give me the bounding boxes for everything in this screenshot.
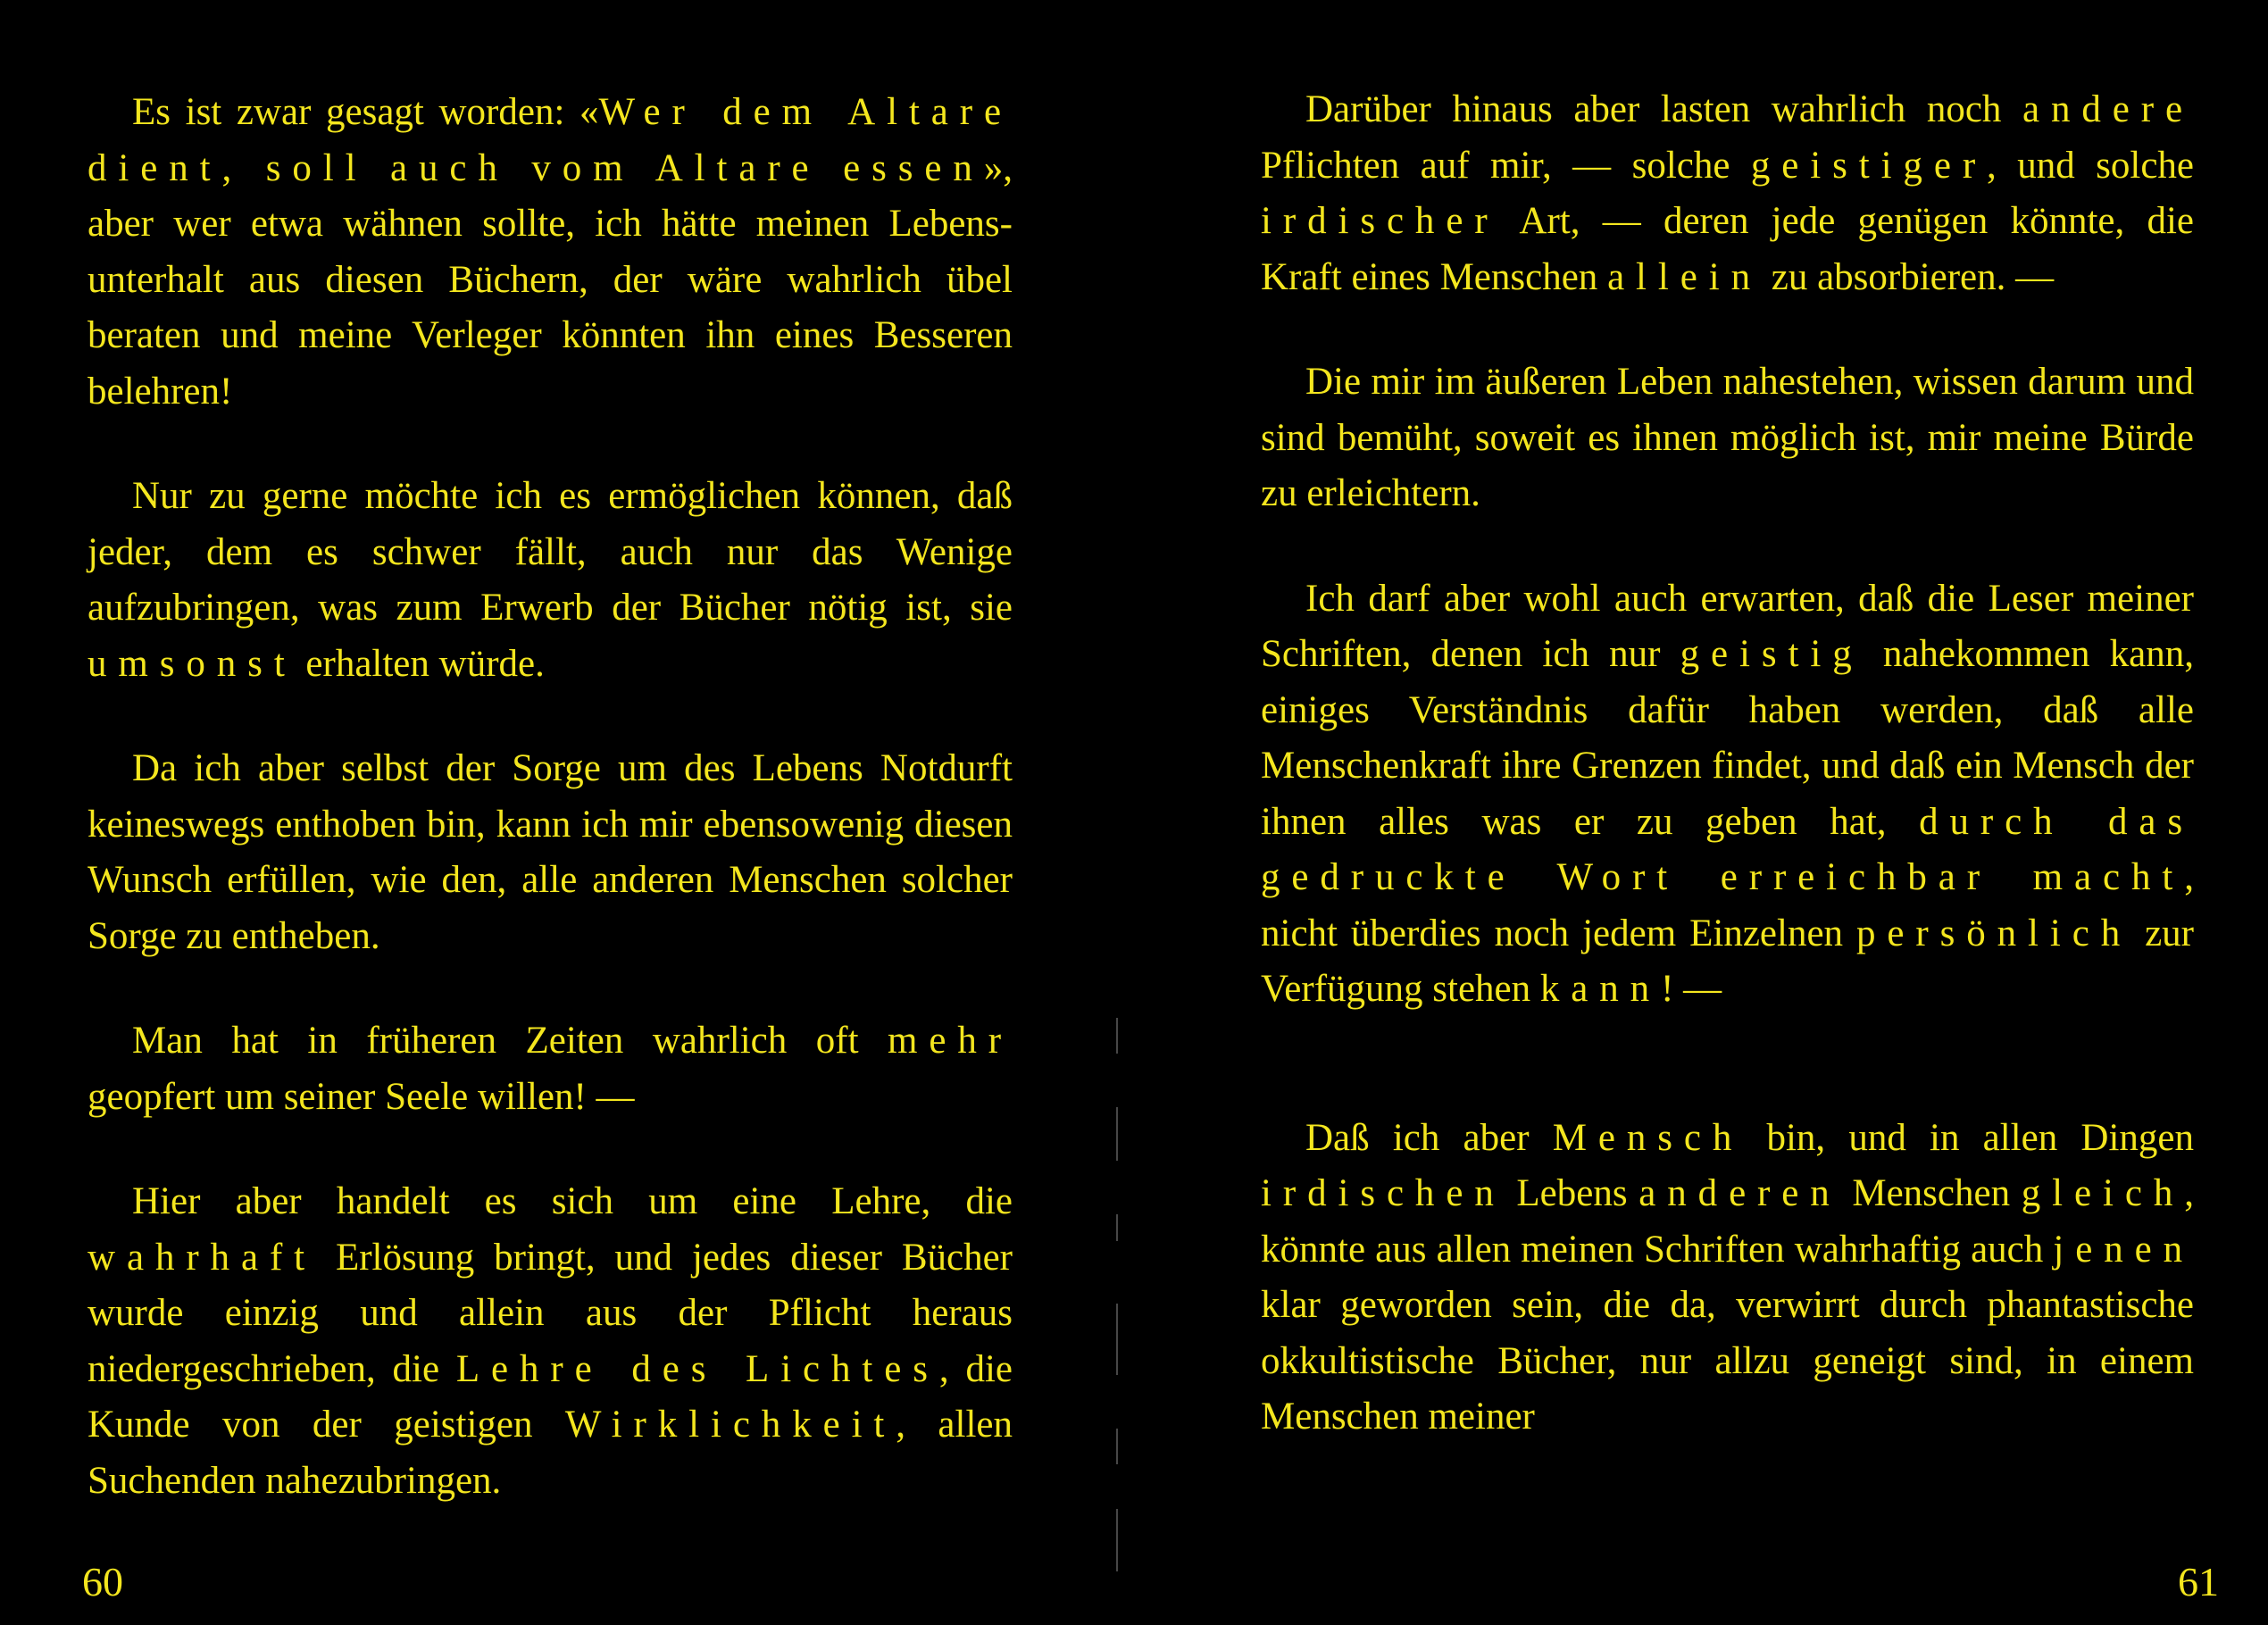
text-run: Nur zu gerne möchte ich es ermöglichen können, daß jeder, dem es schwer fällt, auch nur das Wenige aufzubringen, was zum Erwerb der Bücher nötig ist, sie [88, 475, 1013, 629]
paragraph [88, 469, 1013, 692]
text-run: zur Verfügung stehen [1261, 912, 2195, 1010]
paragraph [88, 1013, 1013, 1125]
text-run: Pflichten auf mir, — solche [1261, 144, 1751, 187]
text-run: », aber wer etwa wähnen sollte, ich hätte meinen Lebensunterhalt aus diesen Büchern, der wäre wahrlich übel beraten und meine Verleger könnten ihn eines Besseren belehren! [88, 146, 1013, 412]
emphasized-text: Wirklichkeit [564, 1404, 896, 1446]
right-page-body [1261, 82, 2194, 1446]
page-number: 61 [2178, 1559, 2219, 1604]
left-page [0, 0, 1116, 1625]
text-run: Erlösung bringt, und jedes dieser Bücher wurde einzig und allein aus der Pflicht heraus niedergeschrieben, die [88, 1236, 1013, 1390]
text-run: Daß ich aber [1305, 1116, 1553, 1159]
text-run: , nicht überdies noch jedem Einzelnen [1261, 856, 2194, 954]
text-run: Da ich aber selbst der Sorge um des Lebens Notdurft keineswegs enthoben bin, kann ich mir ebensowenig diesen Wunsch erfüllen, wie den, alle anderen Menschen solcher Sorge zu entheben. [88, 747, 1013, 957]
text-run: , und solche [1987, 144, 2194, 187]
paragraph [1261, 82, 2194, 305]
text-run: bin, und in allen Dingen [1743, 1116, 2194, 1159]
page-number: 60 [82, 1559, 123, 1604]
emphasized-text: gleich [2021, 1172, 2185, 1214]
text-run: , allen Suchenden nahezubringen. [88, 1404, 1013, 1502]
emphasized-text: umsonst [88, 642, 296, 685]
emphasized-text: durch das gedruckte Wort erreichbar macht [1261, 800, 2194, 898]
paragraph [1261, 571, 2194, 1018]
emphasized-text: anderen [1638, 1172, 1841, 1214]
text-run: klar geworden sein, die da, verwirrt durch phantastische okkultistische Bücher, nur allzu geneigt sind, in einem Menschen meiner [1261, 1284, 2194, 1438]
emphasized-text: jenen [2053, 1228, 2194, 1271]
emphasized-text: wahrhaft [88, 1236, 317, 1279]
text-run: ! — [1661, 968, 1722, 1010]
text-run: zu absorbieren. — [1761, 255, 2055, 298]
emphasized-text: geistiger [1750, 144, 1988, 187]
text-run: Art, — deren jede genügen könnte, die Kraft eines Menschen [1261, 200, 2194, 298]
emphasized-text: irdischer [1261, 200, 1499, 242]
emphasized-text: mehr [888, 1020, 1013, 1062]
text-run: , könnte aus allen meinen Schriften wahrhaftig auch [1261, 1172, 2194, 1271]
paragraph [88, 85, 1013, 420]
emphasized-text: irdischen [1261, 1172, 1505, 1214]
emphasized-text: geistig [1680, 633, 1864, 675]
text-run: Lebens [1505, 1172, 1639, 1214]
emphasized-text: persönlich [1856, 912, 2132, 954]
text-run: Menschen [1840, 1172, 2022, 1214]
paragraph [1261, 354, 2194, 522]
text-run: , die Kunde von der geistigen [88, 1347, 1013, 1446]
emphasized-text: kann [1539, 968, 1662, 1010]
text-run: Hier aber handelt es sich um eine Lehre, die [132, 1180, 1013, 1222]
text-run: erhalten würde. [296, 642, 545, 685]
emphasized-text: allein [1607, 255, 1762, 298]
emphasized-text: Wer dem Altare dient, soll auch vom Altare essen [88, 91, 1013, 189]
text-run: Ich darf aber wohl auch erwarten, daß die Leser meiner Schriften, denen ich nur [1261, 577, 2194, 675]
paragraph [88, 741, 1013, 964]
right-page [1152, 0, 2268, 1625]
emphasized-text: Lehre des Lichtes [455, 1347, 939, 1390]
paragraph [1261, 1111, 2194, 1446]
left-page-body [88, 85, 1013, 1509]
emphasized-text: andere [2022, 88, 2194, 130]
text-run: nahekommen kann, einiges Verständnis dafür haben werden, daß alle Menschenkraft ihre Grenzen findet, und daß ein Mensch der ihnen alles was er zu geben hat, [1261, 633, 2194, 843]
text-run: geopfert um seiner Seele willen! — [88, 1075, 635, 1118]
text-run: Es ist zwar gesagt worden: « [132, 91, 599, 133]
gutter-fold [1112, 1009, 1124, 1616]
paragraph [88, 1174, 1013, 1509]
text-run: Die mir im äußeren Leben nahestehen, wissen darum und sind bemüht, soweit es ihnen möglich ist, mir meine Bürde zu erleichtern. [1261, 361, 2194, 514]
emphasized-text: Mensch [1552, 1116, 1744, 1159]
text-run: Darüber hinaus aber lasten wahrlich noch [1305, 88, 2023, 130]
text-run: Man hat in früheren Zeiten wahrlich oft [132, 1020, 888, 1062]
